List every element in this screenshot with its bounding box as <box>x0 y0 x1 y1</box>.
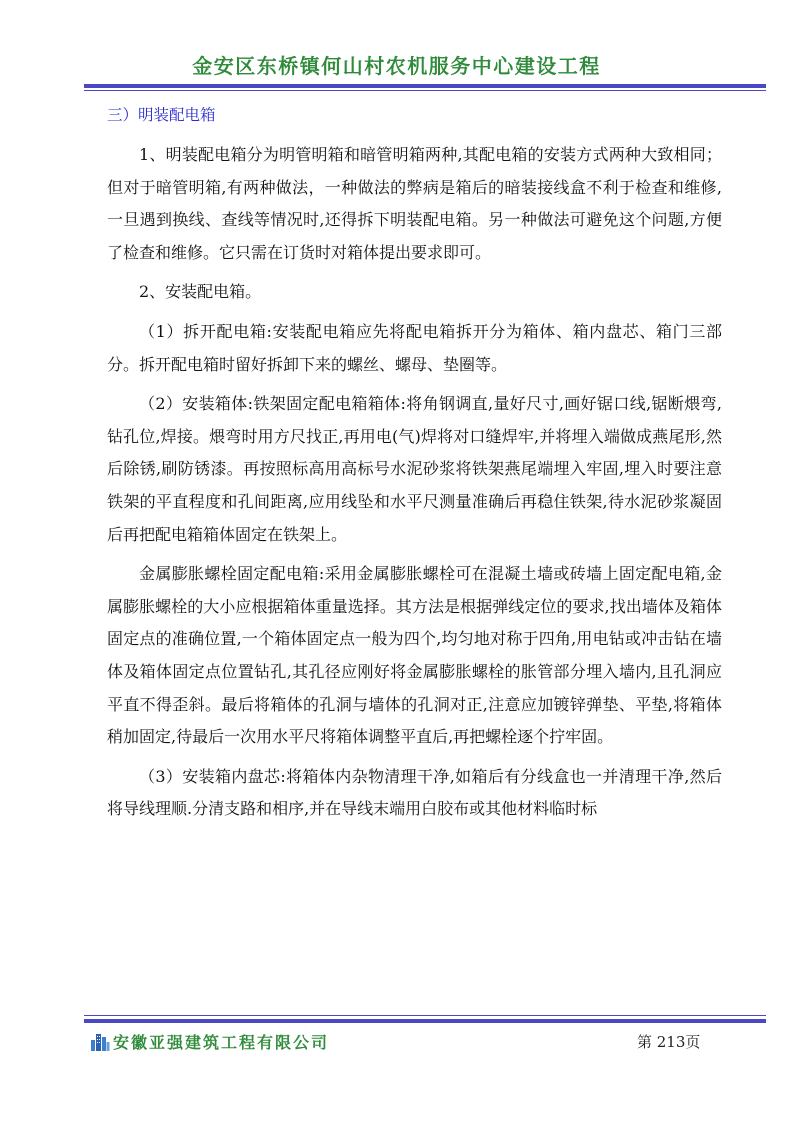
paragraph-4: （2）安装箱体:铁架固定配电箱箱体:将角钢调直,量好尺寸,画好锯口线,锯断煨弯,钻孔位,焊接。煨弯时用方尺找正,再用电(气)焊将对口缝焊牢,并将埋入端做成燕尾形,然后除锈,刷防锈漆。再按照标高用高标号水泥砂浆将铁架燕尾端埋入牢固,埋入时要注意铁架的平直程度和孔间距离,应用线坠和水平尺测量准确后再稳住铁架,待水泥砂浆凝固后再把配电箱箱体固定在铁架上。 <box>107 394 722 544</box>
paragraph-3: （1）拆开配电箱:安装配电箱应先将配电箱拆开分为箱体、箱内盘芯、箱门三部分。拆开配电箱时留好拆卸下来的螺丝、螺母、垫圈等。 <box>107 321 722 374</box>
document-body <box>107 102 722 833</box>
page-number: 第 213页 <box>637 1033 701 1051</box>
paragraph-2: 2、安装配电箱。 <box>139 282 262 302</box>
building-logo-icon <box>90 1031 110 1051</box>
paragraph-1: 1、明装配电箱分为明管明箱和暗管明箱两种,其配电箱的安装方式两种大致相同；但对于暗管明箱,有两种做法，一种做法的弊病是箱后的暗装接线盒不利于检查和维修,一旦遇到换线、查线等情况时,还得拆下明装配电箱。另一种做法可避免这个问题,方便了检查和维修。它只需在订货时对箱体提出要求即可。 <box>107 145 722 262</box>
paragraph-6: （3）安装箱内盘芯:将箱体内杂物清理干净,如箱后有分线盒也一并清理干净,然后将导线理顺.分清支路和相序,并在导线末端用白胶布或其他材料临时标 <box>107 766 722 819</box>
paragraph-5: 金属膨胀螺栓固定配电箱:采用金属膨胀螺栓可在混凝土墙或砖墙上固定配电箱,金属膨胀螺栓的大小应根据箱体重量选择。其方法是根据弹线定位的要求,找出墙体及箱体固定点的准确位置,一个箱体固定点一般为四个,均匀地对称于四角,用电钻或冲击钻在墙体及箱体固定点位置钻孔,其孔径应刚好将金属膨胀螺栓的胀管部分埋入墙内,且孔洞应平直不得歪斜。最后将箱体的孔洞与墙体的孔洞对正,注意应加镀锌弹垫、平垫,将箱体稍加固定,待最后一次用水平尺将箱体调整平直后,再把螺栓逐个拧牢固。 <box>107 564 722 747</box>
footer-company-name: 安徽亚强建筑工程有限公司 <box>113 1033 330 1052</box>
header-rule-thin <box>84 90 766 91</box>
footer-rule-thick <box>84 1019 766 1023</box>
section-heading: 三）明装配电箱 <box>107 106 216 124</box>
header-rule-thick <box>84 84 766 88</box>
header-title: 金安区东桥镇何山村农机服务中心建设工程 <box>192 54 601 78</box>
footer-rule-thin <box>84 1015 766 1016</box>
